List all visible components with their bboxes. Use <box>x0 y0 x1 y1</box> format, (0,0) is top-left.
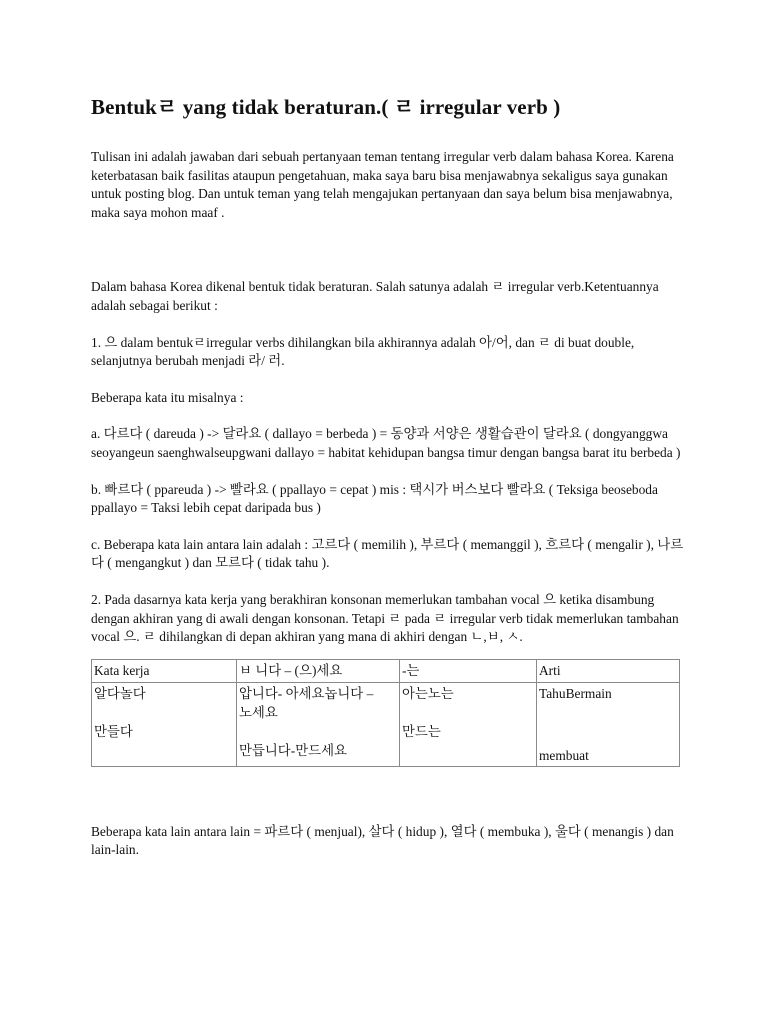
cell-text: 만듭니다-만드세요 <box>239 742 347 758</box>
closing-paragraph: Beberapa kata lain antara lain = 파르다 ( menjual), 살다 ( hidup ), 열다 ( membuka ), 울다 ( menangis ) dan lain-lain. <box>91 823 674 858</box>
cell-text: 아는노는 <box>402 685 454 701</box>
intro-paragraph: Tulisan ini adalah jawaban dari sebuah pertanyaan teman tentang irregular verb dalam bahasa Korea. Karena keterbatasan baik fasilitas ataupun pengetahuan, maka saya baru bisa menjawabnya sekaligus saya gunakan untuk posting blog. Dan untuk teman yang telah mengajukan pertanyaan dan saya belum bisa menjawabnya, maka saya mohon maaf . <box>91 149 674 220</box>
cell-text: 노세요 <box>239 704 278 720</box>
example-a: a. 다르다 ( dareuda ) -> 달라요 ( dallayo = berbeda ) = 동양과 서양은 생활습관이 달라요 ( dongyanggwa seoyangeun saenghwalseupgwani dallayo = habitat kehidupan bangsa timur dengan bangsa barat itu berbeda ) <box>91 426 681 460</box>
table-header-row <box>92 659 680 682</box>
cell-text: TahuBermain <box>539 685 612 701</box>
table-row <box>92 682 680 766</box>
document-page <box>91 94 691 860</box>
header-bnida: ㅂ 니다 – (으)세요 <box>237 659 400 682</box>
cell-text: 만들다 <box>94 723 133 739</box>
rule-2-paragraph: 2. Pada dasarnya kata kerja yang berakhiran konsonan memerlukan tambahan vocal 으 ketika disambung dengan akhiran yang di awali dengan konsonan. Tetapi ㄹ pada ㄹ irregular verb tidak memerlukan tambahan vocal 으. ㄹ dihilangkan di depan akhiran yang mana di akhiri dengan ㄴ,ㅂ, ㅅ. <box>91 591 679 645</box>
cell-text: 알다놀다 <box>94 685 146 701</box>
cell-bnida-forms <box>237 682 400 766</box>
cell-arti <box>537 682 680 766</box>
page-title: Bentukㄹ yang tidak beraturan.( ㄹ irregular verb ) <box>91 95 561 119</box>
header-neun: -는 <box>400 659 537 682</box>
cell-neun-forms <box>400 682 537 766</box>
cell-text: membuat <box>539 747 589 763</box>
rule-intro-paragraph: Dalam bahasa Korea dikenal bentuk tidak beraturan. Salah satunya adalah ㄹ irregular verb.Ketentuannya adalah sebagai berikut : <box>91 279 659 313</box>
header-kata-kerja: Kata kerja <box>92 659 237 682</box>
cell-text: 만드는 <box>402 723 441 739</box>
cell-text: 압니다- 아세요놉니다 – <box>239 685 374 701</box>
header-arti: Arti <box>537 659 680 682</box>
example-c: c. Beberapa kata lain antara lain adalah : 고르다 ( memilih ), 부르다 ( memanggil ), 흐르다 ( mengalir ), 나르다 ( mengangkut ) dan 모르다 ( tidak tahu ). <box>91 536 684 571</box>
verb-table <box>91 659 680 767</box>
cell-verbs <box>92 682 237 766</box>
examples-intro: Beberapa kata itu misalnya : <box>91 389 244 405</box>
example-b: b. 빠르다 ( ppareuda ) -> 빨라요 ( ppallayo = cepat ) mis : 택시가 버스보다 빨라요 ( Teksiga beoseboda ppallayo = Taksi lebih cepat daripada bus ) <box>91 481 658 516</box>
rule-1-paragraph: 1. 으 dalam bentukㄹirregular verbs dihilangkan bila akhirannya adalah 아/어, dan ㄹ di buat double, selanjutnya berubah menjadi 라/ 러. <box>91 334 635 369</box>
